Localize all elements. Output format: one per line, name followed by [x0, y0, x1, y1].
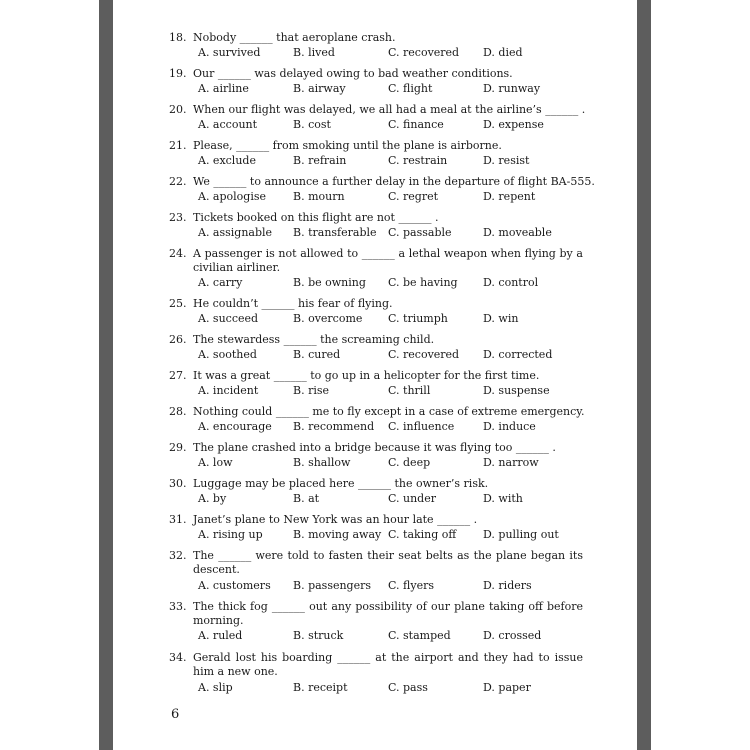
question-stem: He couldn’t ______ his fear of flying. [193, 297, 393, 310]
option-a: A. slip [198, 681, 233, 694]
answer-options [198, 528, 578, 542]
page-number: 6 [171, 707, 180, 722]
question-number: 34. [169, 651, 187, 664]
answer-options [198, 629, 578, 643]
answer-options [198, 226, 578, 240]
option-b: B. passengers [293, 579, 372, 592]
option-d: D. induce [483, 420, 536, 433]
right-page-border [637, 0, 651, 750]
option-d: D. pulling out [483, 528, 559, 541]
option-b: B. recommend [293, 420, 375, 433]
option-c: C. passable [388, 226, 452, 239]
option-d: D. paper [483, 681, 531, 694]
option-c: C. flight [388, 82, 433, 95]
option-d: D. expense [483, 118, 544, 131]
option-a: A. airline [198, 82, 249, 95]
option-c: C. recovered [388, 348, 460, 361]
option-c: C. regret [388, 190, 439, 203]
option-d: D. crossed [483, 629, 542, 642]
question-stem: Nobody ______ that aeroplane crash. [193, 31, 396, 44]
question-stem: When our flight was delayed, we all had a meal at the airline’s ______ . [193, 103, 586, 116]
option-c: C. restrain [388, 154, 448, 167]
option-a: A. exclude [198, 154, 256, 167]
question-stem: The stewardess ______ the screaming child. [193, 333, 435, 346]
option-a: A. succeed [198, 312, 259, 325]
answer-options [198, 154, 578, 168]
option-a: A. survived [198, 46, 261, 59]
option-b: B. shallow [293, 456, 351, 469]
question-stem: The thick fog ______ out any possibility of our plane taking off before morning. [193, 600, 583, 627]
option-d: D. narrow [483, 456, 539, 469]
question-stem: Our ______ was delayed owing to bad weather conditions. [193, 67, 513, 80]
option-c: C. recovered [388, 46, 460, 59]
question-stem: Gerald lost his boarding ______ at the airport and they had to issue him a new one. [193, 651, 583, 678]
option-a: A. rising up [198, 528, 263, 541]
option-b: B. cured [293, 348, 341, 361]
answer-options [198, 118, 578, 132]
question-stem: It was a great ______ to go up in a helicopter for the first time. [193, 369, 540, 382]
option-b: B. rise [293, 384, 330, 397]
answer-options [198, 681, 578, 695]
option-d: D. corrected [483, 348, 553, 361]
option-b: B. be owning [293, 276, 366, 289]
answer-options [198, 190, 578, 204]
answer-options [198, 384, 578, 398]
option-b: B. transferable [293, 226, 377, 239]
option-d: D. win [483, 312, 519, 325]
answer-options [198, 82, 578, 96]
question-number: 27. [169, 369, 187, 382]
option-a: A. low [198, 456, 233, 469]
option-c: C. taking off [388, 528, 457, 541]
question-number: 30. [169, 477, 187, 490]
option-b: B. struck [293, 629, 344, 642]
left-page-border [99, 0, 113, 750]
question-number: 19. [169, 67, 187, 80]
option-b: B. mourn [293, 190, 345, 203]
option-a: A. carry [198, 276, 243, 289]
question-number: 33. [169, 600, 187, 613]
option-a: A. encourage [198, 420, 272, 433]
question-stem: Please, ______ from smoking until the plane is airborne. [193, 139, 502, 152]
option-b: B. at [293, 492, 320, 505]
option-a: A. assignable [198, 226, 273, 239]
option-d: D. control [483, 276, 539, 289]
answer-options [198, 579, 578, 593]
question-number: 25. [169, 297, 187, 310]
option-c: C. thrill [388, 384, 431, 397]
option-c: C. flyers [388, 579, 434, 592]
option-c: C. triumph [388, 312, 448, 325]
option-a: A. customers [198, 579, 271, 592]
option-b: B. overcome [293, 312, 363, 325]
option-d: D. riders [483, 579, 532, 592]
question-stem: The ______ were told to fasten their seat belts as the plane began its descent. [193, 549, 583, 576]
option-d: D. moveable [483, 226, 552, 239]
question-number: 24. [169, 247, 187, 260]
question-stem: Luggage may be placed here ______ the owner’s risk. [193, 477, 489, 490]
document-page [113, 0, 637, 750]
option-d: D. repent [483, 190, 536, 203]
option-b: B. receipt [293, 681, 348, 694]
option-a: A. by [198, 492, 227, 505]
question-number: 31. [169, 513, 187, 526]
option-d: D. died [483, 46, 523, 59]
question-number: 21. [169, 139, 187, 152]
option-d: D. runway [483, 82, 541, 95]
answer-options [198, 420, 578, 434]
option-c: C. influence [388, 420, 455, 433]
question-stem: We ______ to announce a further delay in the departure of flight BA-555. [193, 175, 595, 188]
option-c: C. under [388, 492, 436, 505]
option-c: C. deep [388, 456, 431, 469]
answer-options [198, 492, 578, 506]
option-b: B. airway [293, 82, 346, 95]
answer-options [198, 276, 578, 290]
option-b: B. moving away [293, 528, 382, 541]
answer-options [198, 46, 578, 60]
answer-options [198, 456, 578, 470]
question-number: 20. [169, 103, 187, 116]
option-b: B. refrain [293, 154, 347, 167]
option-c: C. be having [388, 276, 458, 289]
option-c: C. finance [388, 118, 444, 131]
question-stem: A passenger is not allowed to ______ a lethal weapon when flying by a civilian airliner. [193, 247, 583, 274]
question-number: 18. [169, 31, 187, 44]
question-number: 22. [169, 175, 187, 188]
option-b: B. lived [293, 46, 335, 59]
option-b: B. cost [293, 118, 331, 131]
option-d: D. suspense [483, 384, 550, 397]
question-stem: Nothing could ______ me to fly except in a case of extreme emergency. [193, 405, 585, 418]
option-a: A. apologise [198, 190, 267, 203]
option-a: A. soothed [198, 348, 257, 361]
option-d: D. resist [483, 154, 530, 167]
question-number: 32. [169, 549, 187, 562]
option-c: C. pass [388, 681, 428, 694]
question-number: 23. [169, 211, 187, 224]
question-stem: The plane crashed into a bridge because it was flying too ______ . [193, 441, 556, 454]
option-c: C. stamped [388, 629, 451, 642]
question-stem: Janet’s plane to New York was an hour late ______ . [193, 513, 478, 526]
option-a: A. ruled [198, 629, 243, 642]
question-stem: Tickets booked on this flight are not ______ . [193, 211, 439, 224]
option-d: D. with [483, 492, 523, 505]
answer-options [198, 348, 578, 362]
answer-options [198, 312, 578, 326]
question-number: 26. [169, 333, 187, 346]
question-number: 28. [169, 405, 187, 418]
question-number: 29. [169, 441, 187, 454]
option-a: A. account [198, 118, 258, 131]
option-a: A. incident [198, 384, 259, 397]
